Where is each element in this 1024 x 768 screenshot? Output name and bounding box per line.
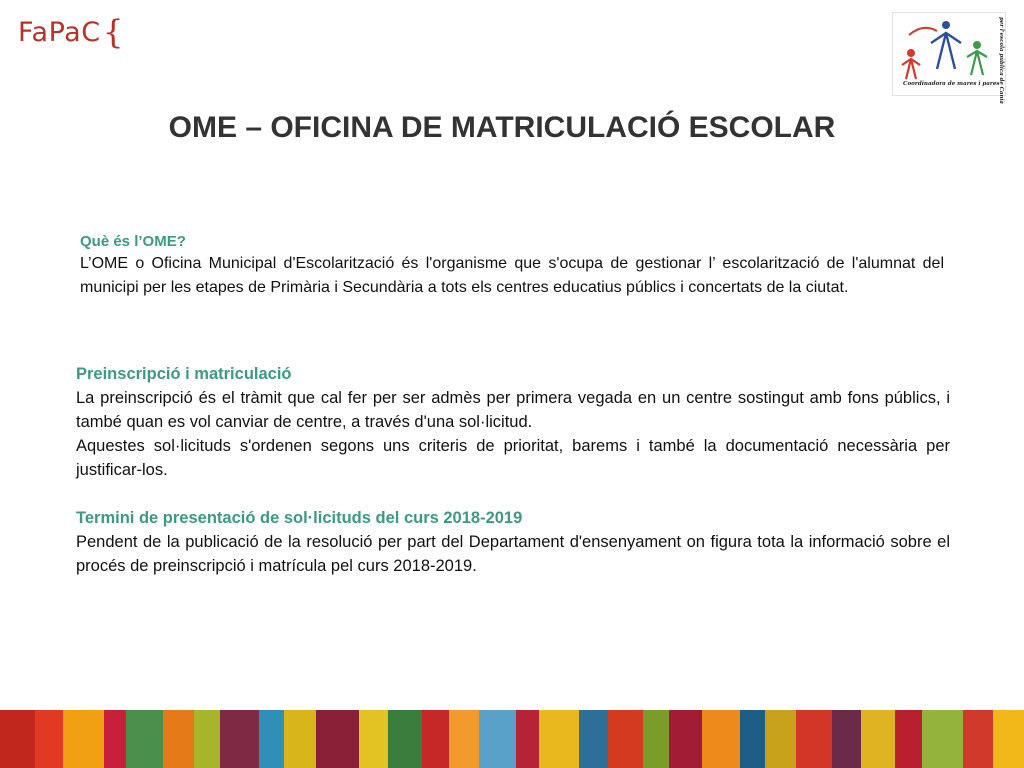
color-stripe (316, 710, 359, 768)
decorative-color-stripes (0, 710, 1024, 768)
section-paragraph: L’OME o Oficina Municipal d'Escolarització és l'organisme que s'ocupa de gestionar l’ escolarització de l'alumnat del municipi per les etapes de Primària i Secundària a tots els centres educatius públics i concertats de la ciutat. (80, 255, 944, 296)
color-stripe (104, 710, 126, 768)
color-stripe (796, 710, 833, 768)
color-stripe (740, 710, 764, 768)
color-stripe (895, 710, 922, 768)
color-stripe (194, 710, 221, 768)
color-stripe (643, 710, 670, 768)
brand-text: FaPaC (18, 17, 101, 48)
color-stripe (608, 710, 643, 768)
section-what-is-ome (80, 232, 944, 299)
color-stripe (861, 710, 896, 768)
color-stripe (422, 710, 449, 768)
color-stripe (922, 710, 963, 768)
color-stripe (765, 710, 796, 768)
logo-caption: Coordinadora de mares i pares (903, 81, 1000, 87)
section-heading: Què és l’OME? (80, 233, 186, 250)
color-stripe (284, 710, 317, 768)
coordinadora-logo (893, 13, 1005, 104)
color-stripe (993, 710, 1024, 768)
color-stripe (449, 710, 480, 768)
color-stripe (126, 710, 163, 768)
section-heading: Termini de presentació de sol·licituds del curs 2018-2019 (76, 509, 523, 527)
color-stripe (579, 710, 608, 768)
section-paragraph: Pendent de la publicació de la resolució per part del Departament d'ensenyament on figura tota la informació sobre el procés de preinscripció i matrícula pel curs 2018-2019. (76, 533, 950, 575)
section-heading: Preinscripció i matriculació (76, 365, 292, 383)
section-preinscription (76, 362, 950, 578)
section-paragraph: La preinscripció és el tràmit que cal fer per ser admès per primera vegada en un centre sostingut amb fons públics, i també quan es vol canviar de centre, a través d'una sol·licitud. (76, 389, 950, 431)
page-title: OME – OFICINA DE MATRICULACIÓ ESCOLAR (168, 111, 836, 144)
color-stripe (220, 710, 259, 768)
color-stripe (516, 710, 538, 768)
color-stripe (669, 710, 702, 768)
color-stripe (479, 710, 516, 768)
color-stripe (35, 710, 64, 768)
color-stripe (63, 710, 104, 768)
fapac-logo (18, 12, 124, 51)
color-stripe (388, 710, 423, 768)
color-stripe (702, 710, 741, 768)
logo-side-caption: per l'escola pública de Canià (998, 17, 1004, 104)
color-stripe (832, 710, 861, 768)
color-stripe (539, 710, 580, 768)
color-stripe (0, 710, 35, 768)
spacer (76, 482, 950, 506)
color-stripe (163, 710, 194, 768)
color-stripe (359, 710, 388, 768)
color-stripe (963, 710, 994, 768)
brand-brace: { (102, 12, 125, 51)
section-paragraph: Aquestes sol·licituds s'ordenen segons uns criteris de prioritat, barems i també la documentació necessària per justificar-los. (76, 437, 950, 479)
color-stripe (259, 710, 283, 768)
